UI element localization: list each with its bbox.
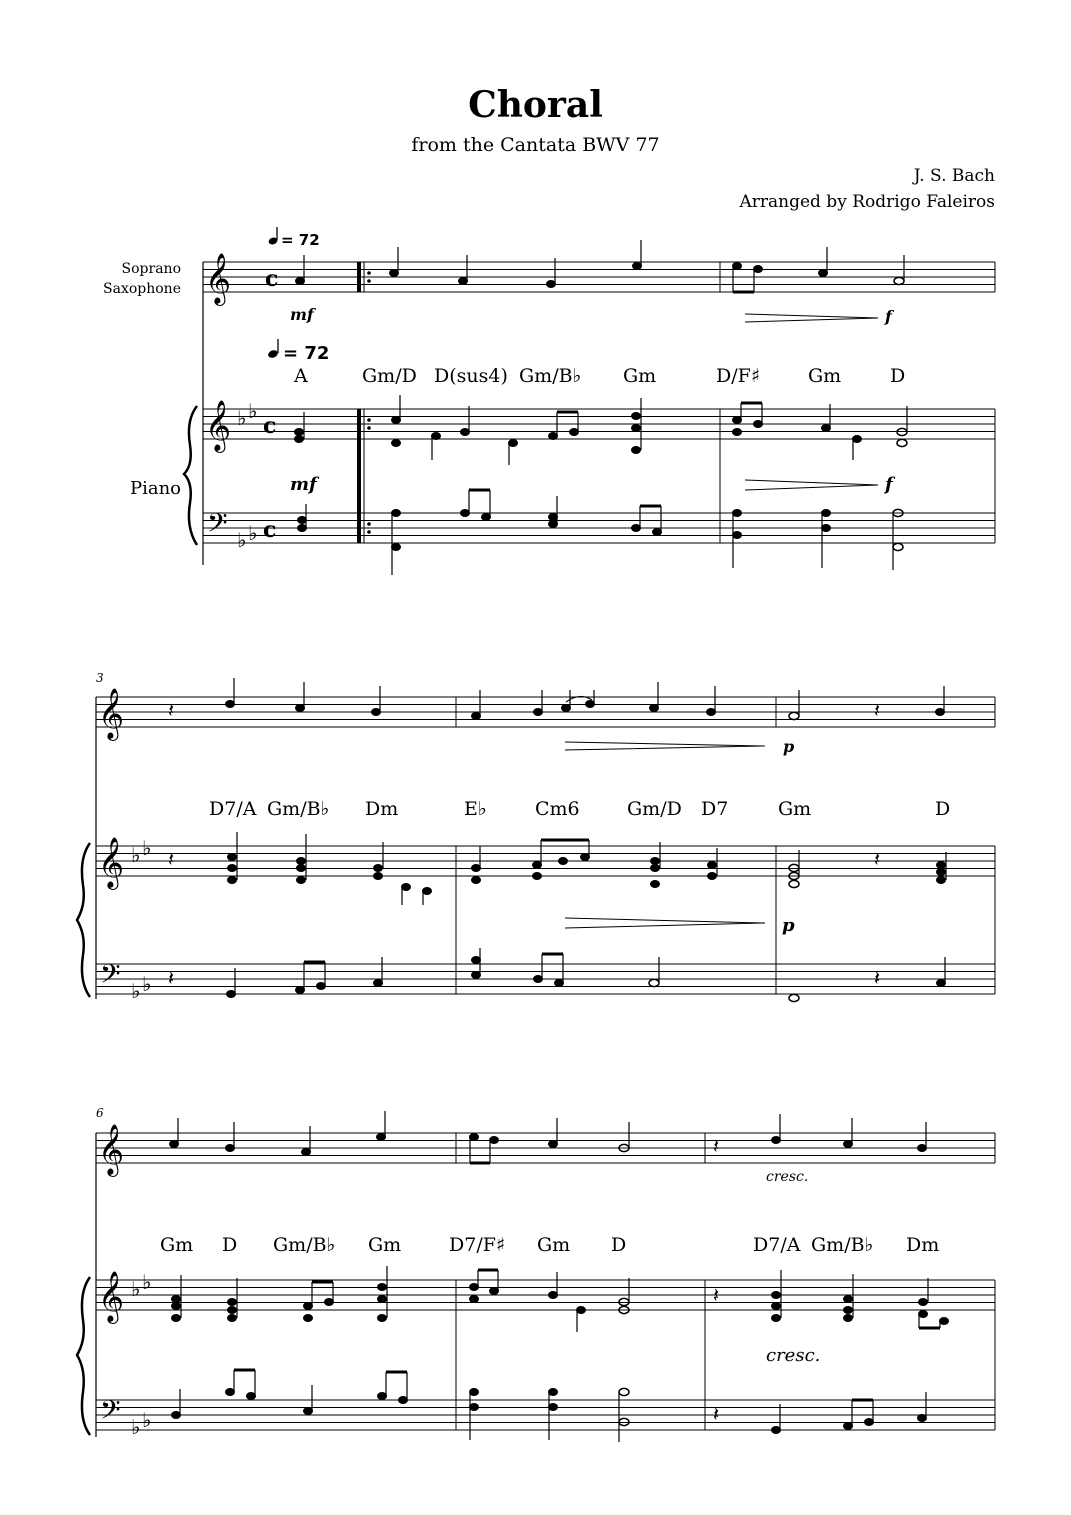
bass-clef-icon: 𝄢 (100, 1394, 121, 1432)
treble-clef-icon: 𝄞 (98, 1271, 125, 1322)
treble-clef-icon: 𝄞 (98, 688, 125, 739)
chord-symbol: D7/A (209, 798, 257, 820)
chord-symbol: Gm (623, 365, 657, 387)
chord-symbols-3 (160, 1234, 939, 1256)
dynamic-mark: f (885, 474, 893, 495)
piano-notes-2 (168, 832, 946, 1002)
chord-symbol: D (935, 798, 951, 820)
flat-icon: ♭ (142, 1408, 152, 1432)
svg-text:𝄽: 𝄽 (168, 698, 175, 722)
svg-text:𝄽: 𝄽 (874, 847, 881, 871)
treble-clef-icon: 𝄞 (98, 1124, 125, 1175)
dynamic-mark: p (782, 915, 795, 936)
tempo-text: = 72 (283, 343, 330, 364)
chord-symbol: D(sus4) (434, 365, 508, 387)
svg-text:𝄽: 𝄽 (168, 966, 175, 990)
svg-text:𝄽: 𝄽 (713, 1134, 720, 1158)
chord-symbol: D7/F♯ (449, 1234, 506, 1256)
chord-symbol: Gm (160, 1234, 194, 1256)
tempo-mark-piano (267, 339, 329, 364)
flat-icon: ♭ (131, 979, 141, 1003)
chord-symbol: Gm/B♭ (811, 1234, 874, 1256)
chord-symbol: D (222, 1234, 238, 1256)
cresc-mark: cresc. (766, 1169, 809, 1185)
chord-symbol: D/F♯ (716, 365, 761, 387)
piano-notes-3 (172, 1266, 949, 1442)
chord-symbols-1 (293, 365, 905, 387)
chord-symbol: Gm (808, 365, 842, 387)
bass-clef-icon: 𝄢 (207, 507, 228, 545)
composer: J. S. Bach (913, 166, 995, 186)
flat-icon: ♭ (248, 521, 258, 545)
page-title: Choral (468, 84, 603, 126)
piano-brace-icon (184, 406, 197, 545)
cresc-mark: cresc. (766, 1345, 821, 1366)
chord-symbol: Gm/B♭ (519, 365, 582, 387)
dynamic-mark: f (885, 307, 892, 326)
page-subtitle: from the Cantata BWV 77 (411, 134, 660, 156)
common-time-icon: c (263, 517, 277, 543)
flat-icon: ♭ (248, 399, 258, 423)
chord-symbol: D7 (701, 798, 729, 820)
chord-symbol: Gm/B♭ (267, 798, 330, 820)
treble-clef-icon: 𝄞 (205, 400, 232, 451)
tempo-mark-sax (268, 227, 320, 249)
system-3 (77, 1106, 995, 1442)
common-time-icon: c (265, 266, 279, 292)
chord-symbol: Gm (778, 798, 812, 820)
flat-icon: ♭ (131, 1277, 141, 1301)
chord-symbol: Gm (368, 1234, 402, 1256)
tempo-text: = 72 (281, 231, 320, 249)
chord-symbol: Cm6 (535, 798, 580, 820)
piano-bass-staff-1 (203, 513, 995, 543)
svg-text:𝄽: 𝄽 (874, 698, 881, 722)
dynamic-mark: mf (290, 474, 317, 495)
measure-number: 3 (96, 671, 104, 685)
svg-text:𝄽: 𝄽 (713, 1283, 720, 1307)
arranger: Arranged by Rodrigo Faleiros (739, 192, 995, 212)
treble-clef-icon: 𝄞 (205, 253, 232, 304)
flat-icon: ♭ (142, 972, 152, 996)
flat-icon: ♭ (237, 528, 247, 552)
chord-symbol: A (294, 365, 308, 387)
chord-symbol: D (890, 365, 906, 387)
chord-symbol: Gm/B♭ (273, 1234, 336, 1256)
quarter-note-icon (267, 349, 279, 359)
measure-number: 6 (96, 1106, 104, 1120)
chord-symbol: D7/A (753, 1234, 801, 1256)
piano-bass-staff-3 (96, 1400, 995, 1430)
bass-clef-icon: 𝄢 (100, 958, 121, 996)
flat-icon: ♭ (142, 836, 152, 860)
chord-symbol: D (611, 1234, 627, 1256)
chord-symbols-2 (209, 798, 950, 820)
svg-text:𝄽: 𝄽 (713, 1402, 720, 1426)
chord-symbol: Gm/D (362, 365, 417, 387)
svg-text:𝄽: 𝄽 (168, 847, 175, 871)
sax-label-line1: Soprano (121, 261, 181, 277)
chord-symbol: Dm (906, 1234, 940, 1256)
system-2 (77, 671, 995, 1003)
piano-bass-staff-2 (96, 964, 995, 994)
sax-staff-1 (203, 262, 995, 292)
flat-icon: ♭ (142, 1270, 152, 1294)
flat-icon: ♭ (237, 406, 247, 430)
piano-treble-staff-1 (203, 409, 995, 439)
sax-label-line2: Saxophone (103, 281, 181, 297)
svg-text:𝄽: 𝄽 (874, 966, 881, 990)
crescendo-hairpin (745, 480, 878, 490)
chord-symbol: Gm (537, 1234, 571, 1256)
treble-clef-icon: 𝄞 (98, 837, 125, 888)
decrescendo-hairpin (565, 918, 765, 928)
chord-symbol: E♭ (464, 798, 487, 820)
common-time-icon: c (263, 413, 277, 439)
dynamic-mark: p (783, 737, 795, 756)
decrescendo-hairpin (565, 742, 765, 750)
piano-brace-icon (77, 1277, 90, 1435)
piano-brace-icon (77, 843, 90, 997)
dynamic-mark: mf (290, 305, 314, 324)
flat-icon: ♭ (131, 1415, 141, 1439)
sax-notes-2 (168, 678, 945, 722)
crescendo-hairpin (745, 314, 878, 322)
flat-icon: ♭ (131, 843, 141, 867)
repeat-start-barline (357, 262, 371, 543)
chord-symbol: Dm (365, 798, 399, 820)
system-1 (103, 227, 995, 575)
chord-symbol: Gm/D (627, 798, 682, 820)
piano-notes-1 (295, 395, 908, 575)
piano-label: Piano (129, 478, 181, 499)
